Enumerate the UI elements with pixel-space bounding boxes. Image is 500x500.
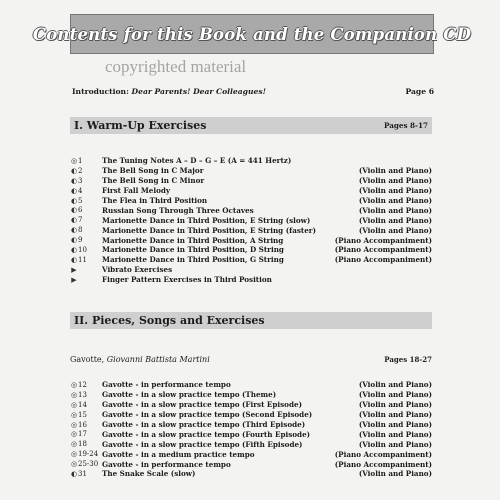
track-title: The Bell Song in C Major [102, 166, 204, 176]
track-note: (Violin and Piano) [358, 225, 432, 235]
track-row [70, 245, 432, 255]
track-note: (Violin and Piano) [358, 186, 432, 196]
cd-icon: ◎ [70, 430, 78, 439]
track-note: (Violin and Piano) [358, 400, 432, 410]
play-cd-icon: ◐ [70, 236, 78, 245]
track-number: 17 [78, 430, 87, 439]
track-title: Marionette Dance in Third Position, G String [102, 255, 284, 265]
cd-icon: ◎ [70, 440, 78, 449]
track-title: First Fall Melody [102, 186, 171, 196]
track-row [70, 265, 432, 275]
introduction-text [72, 87, 266, 96]
track-row [70, 459, 432, 469]
piece-heading [70, 355, 432, 364]
play-cd-icon: ◐ [70, 176, 78, 185]
track-number: 13 [78, 390, 87, 399]
play-cd-icon: ◐ [70, 196, 78, 205]
track-title: Marionette Dance in Third Position, D String [102, 245, 284, 255]
track-title: The Tuning Notes A – D – G – E (A = 441 Hertz) [102, 156, 292, 166]
play-cd-icon: ◐ [70, 245, 78, 254]
track-title: Gavotte - in a slow practice tempo (Fifth Episode) [102, 439, 303, 449]
track-title: The Snake Scale (slow) [102, 469, 196, 479]
track-number: 7 [78, 216, 83, 225]
cd-icon: ◎ [70, 450, 78, 459]
piece-name: Gavotte, [70, 355, 105, 364]
track-row [70, 156, 432, 166]
track-number: 19-24 [78, 450, 99, 459]
track-number: 10 [78, 245, 87, 254]
track-title: Gavotte - in a slow practice tempo (Third Episode) [102, 420, 306, 429]
introduction-label: Introduction: [72, 87, 129, 96]
track-note: (Piano Accompaniment) [334, 245, 432, 255]
track-number: 15 [78, 410, 87, 419]
introduction-line [72, 87, 434, 96]
track-title: Gavotte - in a slow practice tempo (Theme) [102, 390, 277, 400]
track-title: Gavotte - in a medium practice tempo [102, 449, 255, 459]
track-title: Gavotte - in a slow practice tempo (Second Episode) [102, 410, 313, 420]
track-title: The Bell Song in C Minor [102, 176, 205, 186]
track-number: 11 [78, 255, 87, 264]
page-title: Contents for this Book and the Companion CD [32, 24, 472, 44]
track-row [70, 439, 432, 449]
section-pages: Pages 8-17 [383, 121, 428, 130]
track-note: (Violin and Piano) [358, 176, 432, 186]
track-note: (Violin and Piano) [358, 215, 432, 225]
section-title: I. Warm-Up Exercises [74, 119, 207, 132]
track-title: Marionette Dance in Third Position, A String [102, 235, 284, 245]
section-header-warm-up [70, 117, 432, 134]
cd-icon: ◎ [70, 460, 78, 469]
track-title: Vibrato Exercises [102, 265, 173, 275]
track-row [70, 225, 432, 235]
play-cd-icon: ◐ [70, 206, 78, 215]
track-row [70, 215, 432, 225]
cd-icon: ◎ [70, 156, 78, 165]
play-icon: ▶ [71, 265, 77, 274]
play-icon: ▶ [71, 275, 77, 284]
track-note: (Violin and Piano) [358, 166, 432, 176]
track-note: (Violin and Piano) [358, 420, 432, 429]
track-title: Finger Pattern Exercises in Third Position [102, 275, 272, 285]
track-number: 8 [78, 226, 83, 235]
track-title: Gavotte - in a slow practice tempo (First Episode) [102, 400, 302, 410]
piece-pages: Pages 18-27 [384, 355, 432, 364]
track-row [70, 255, 432, 265]
warm-up-track-list [70, 156, 432, 285]
track-title: Russian Song Through Three Octaves [102, 205, 254, 215]
cd-icon: ◎ [70, 390, 78, 399]
track-number: 1 [78, 156, 83, 165]
track-note: (Piano Accompaniment) [334, 459, 432, 469]
track-row [70, 469, 432, 479]
track-row [70, 400, 432, 410]
play-cd-icon: ◐ [70, 255, 78, 264]
track-number: 4 [78, 186, 83, 195]
play-cd-icon: ◐ [70, 469, 78, 478]
section-header-pieces [70, 312, 432, 329]
track-note: (Violin and Piano) [358, 196, 432, 205]
cd-icon: ◎ [70, 410, 78, 419]
track-row [70, 275, 432, 285]
track-number: 9 [78, 236, 83, 245]
track-note: (Violin and Piano) [358, 429, 432, 439]
track-row [70, 235, 432, 245]
cd-icon: ◎ [70, 400, 78, 409]
track-note: (Piano Accompaniment) [334, 235, 432, 245]
introduction-title: Dear Parents! Dear Colleagues! [131, 87, 266, 96]
track-row [70, 449, 432, 459]
piece-composer: Giovanni Battista Martini [106, 355, 210, 364]
cd-icon: ◎ [70, 420, 78, 429]
track-note: (Violin and Piano) [358, 469, 432, 479]
pieces-track-list [70, 380, 432, 479]
track-number: 3 [78, 176, 83, 185]
play-cd-icon: ◐ [70, 216, 78, 225]
piece-title [70, 355, 210, 364]
track-number: 25-30 [78, 460, 99, 469]
track-number: 16 [78, 420, 87, 429]
track-row [70, 410, 432, 420]
play-cd-icon: ◐ [70, 226, 78, 235]
track-number: 12 [78, 380, 87, 389]
section-title: II. Pieces, Songs and Exercises [74, 314, 265, 327]
track-number: 14 [78, 400, 87, 409]
track-title: Gavotte - in performance tempo [102, 380, 231, 390]
track-number: 5 [78, 196, 83, 205]
track-row [70, 390, 432, 400]
track-number: 18 [78, 440, 87, 449]
track-title: Gavotte - in performance tempo [102, 459, 231, 469]
track-row [70, 196, 432, 206]
track-row [70, 429, 432, 439]
track-title: Marionette Dance in Third Position, E String (faster) [102, 225, 316, 235]
track-row [70, 205, 432, 215]
title-banner [32, 14, 472, 54]
track-row [70, 380, 432, 390]
cd-icon: ◎ [70, 380, 78, 389]
track-row [70, 420, 432, 430]
play-cd-icon: ◐ [70, 166, 78, 175]
track-number: 31 [78, 469, 87, 478]
track-title: Marionette Dance in Third Position, E String (slow) [102, 215, 311, 225]
track-title: Gavotte - in a slow practice tempo (Fourth Episode) [102, 429, 311, 439]
introduction-page: Page 6 [405, 87, 434, 96]
track-row [70, 186, 432, 196]
track-number: 6 [78, 206, 83, 215]
track-row [70, 166, 432, 176]
track-note: (Violin and Piano) [358, 380, 432, 390]
track-row [70, 176, 432, 186]
track-note: (Violin and Piano) [358, 390, 432, 400]
track-note: (Piano Accompaniment) [334, 255, 432, 265]
play-cd-icon: ◐ [70, 186, 78, 195]
track-note: (Piano Accompaniment) [334, 449, 432, 459]
track-title: The Flea in Third Position [102, 196, 208, 205]
track-note: (Violin and Piano) [358, 205, 432, 215]
track-number: 2 [78, 166, 83, 175]
track-note: (Violin and Piano) [358, 439, 432, 449]
watermark-text: copyrighted material [105, 57, 247, 76]
track-note: (Violin and Piano) [358, 410, 432, 420]
